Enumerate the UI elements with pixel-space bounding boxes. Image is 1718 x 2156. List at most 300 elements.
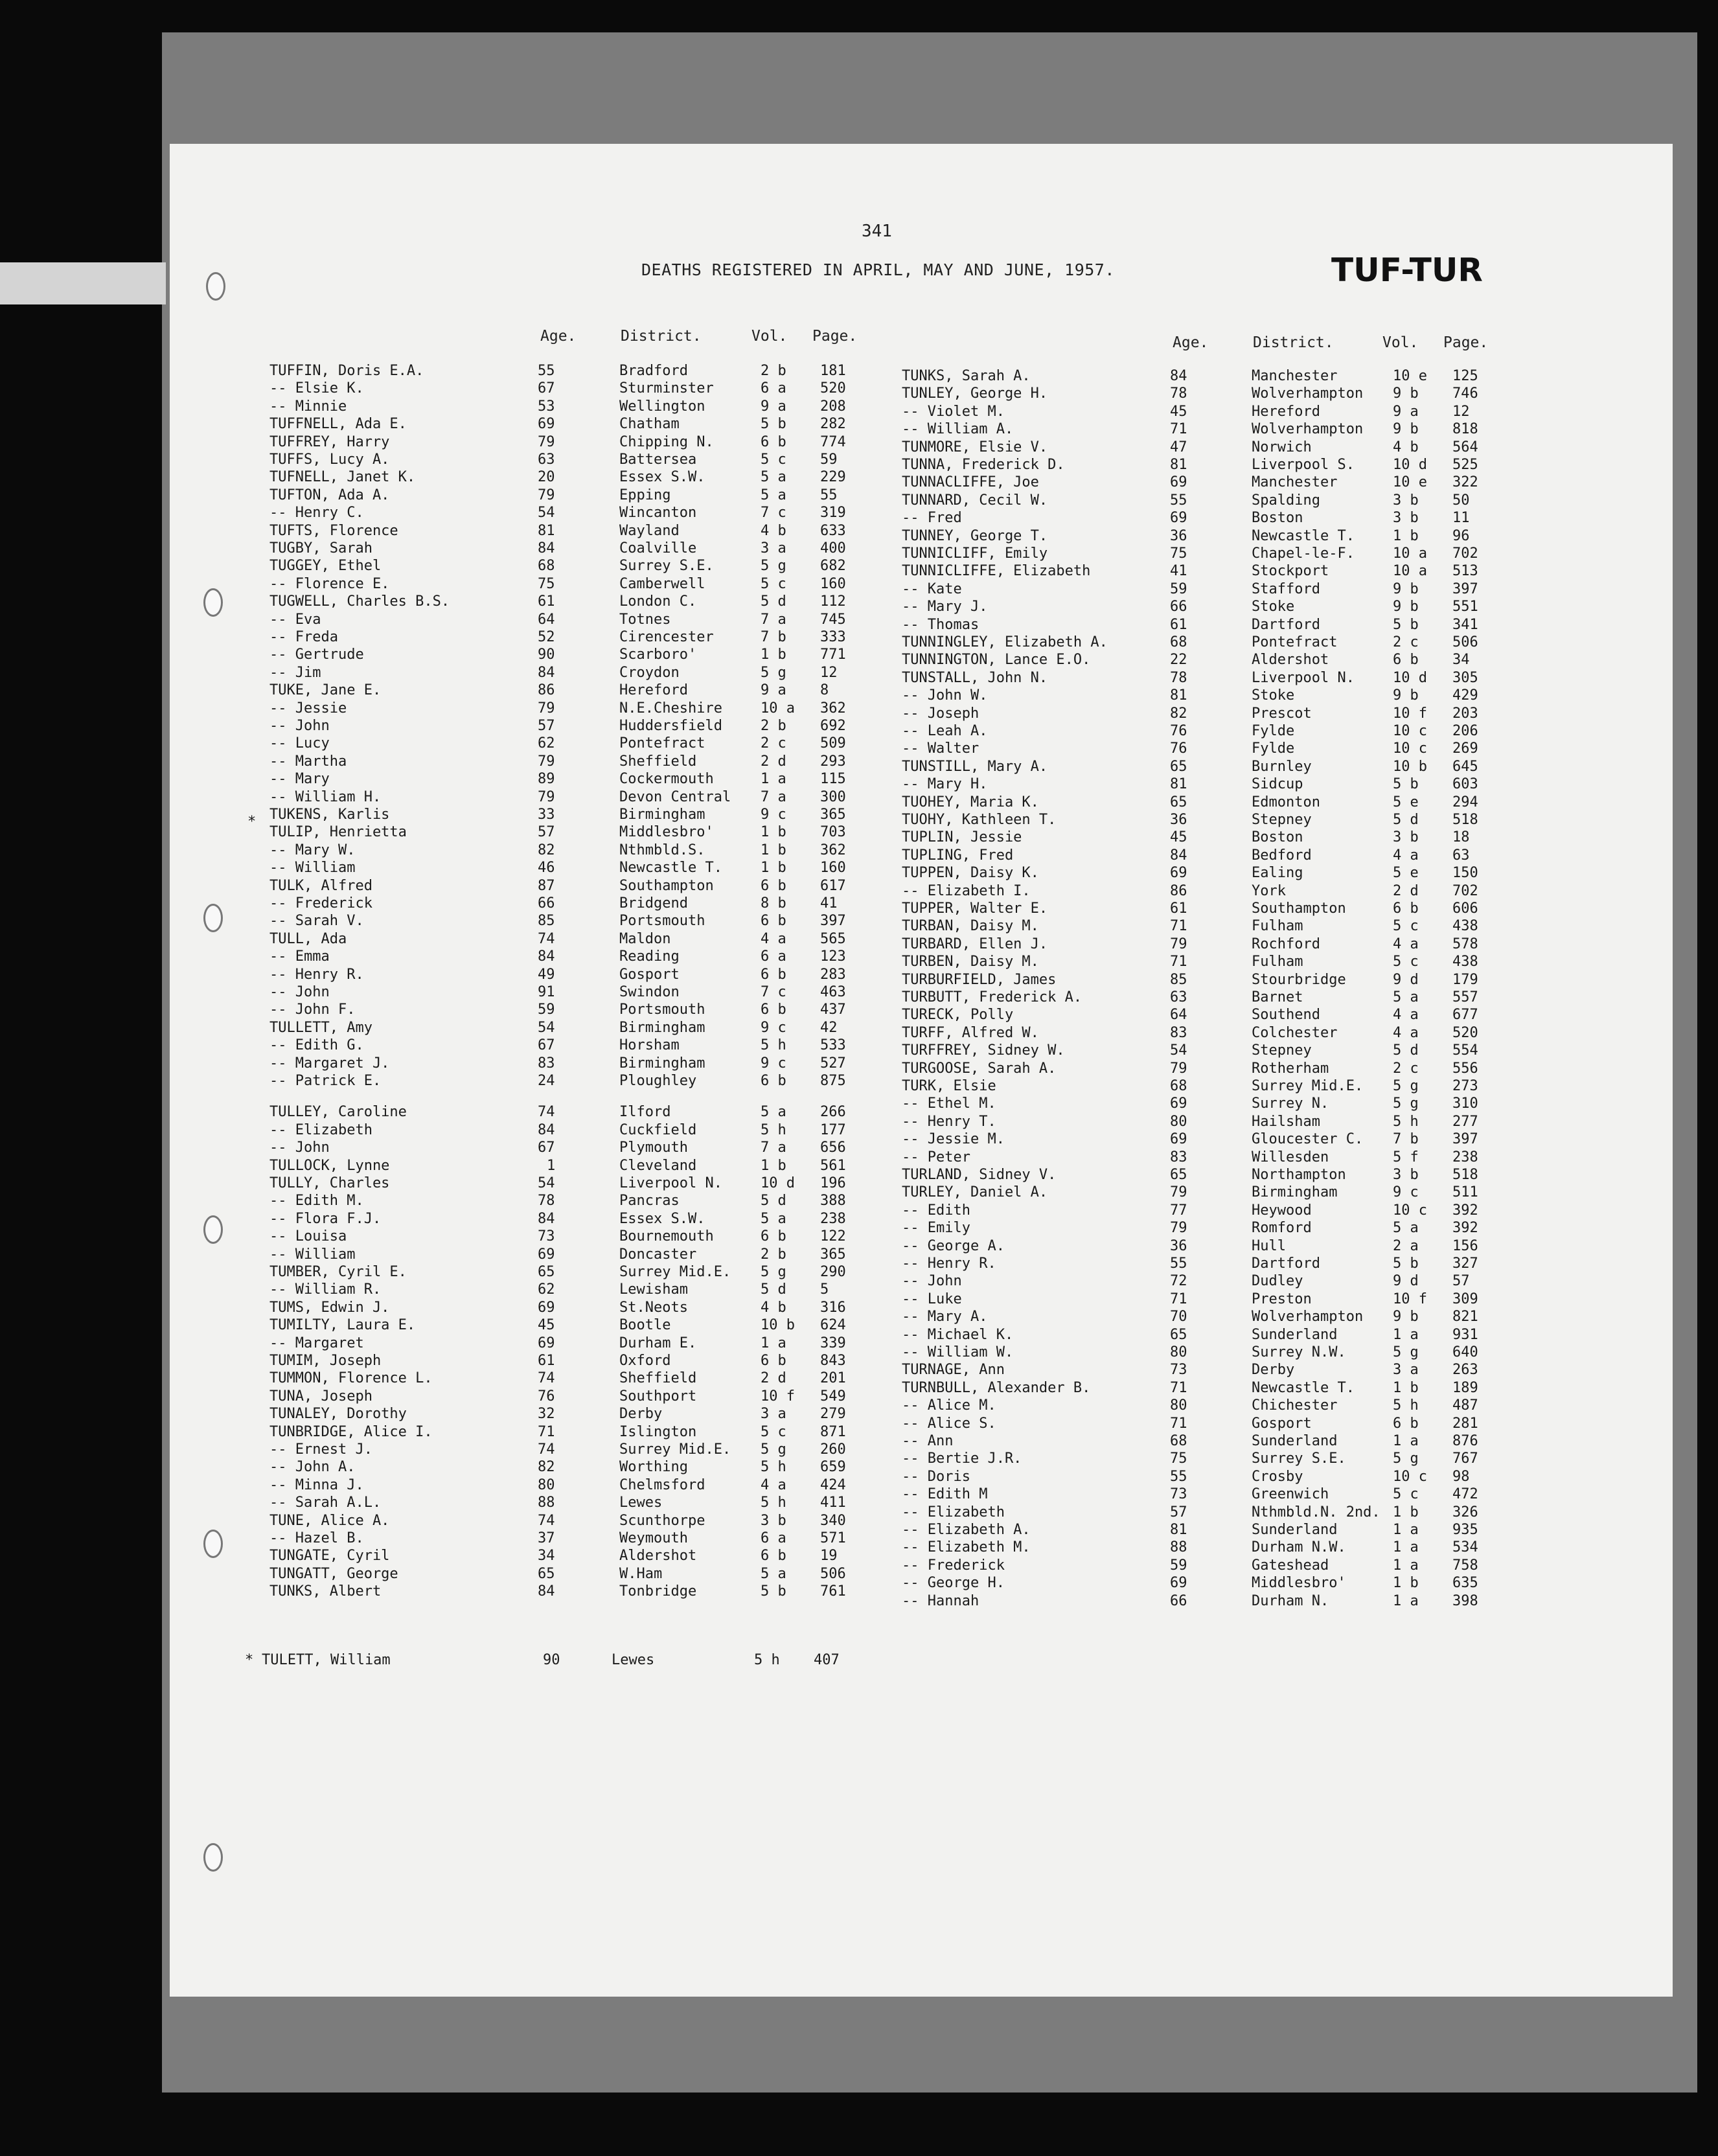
entry-district: Fulham <box>1252 954 1303 970</box>
entry-name: TURGOOSE, Sarah A. <box>902 1060 1057 1077</box>
entry-page: 238 <box>1452 1149 1478 1165</box>
entry-age: 73 <box>1170 1362 1187 1379</box>
entry-vol: 5 d <box>761 1193 786 1210</box>
entry-age: 61 <box>1170 900 1187 917</box>
entry-age: 69 <box>538 1299 555 1316</box>
entry-name: -- Alice M. <box>902 1397 996 1414</box>
entry-vol: 5 a <box>1393 989 1419 1005</box>
entry-age: 65 <box>1170 1167 1187 1183</box>
entry-district: York <box>1252 882 1286 899</box>
entry-page: 362 <box>820 700 846 717</box>
entry-name: TUFTON, Ada A. <box>269 487 390 503</box>
entry-name: TURFF, Alfred W. <box>902 1024 1039 1041</box>
entry-district: Essex S.W. <box>619 1210 705 1227</box>
entry-page: 875 <box>820 1073 846 1089</box>
entry-vol: 5 b <box>1393 616 1419 633</box>
entry-district: Coalville <box>619 540 697 556</box>
entry-district: Gloucester C. <box>1252 1131 1364 1148</box>
entry-page: 122 <box>820 1228 846 1245</box>
entry-name: TUPLING, Fred <box>902 847 1014 864</box>
entry-district: Heywood <box>1252 1202 1312 1219</box>
entry-district: Birmingham <box>619 1055 705 1072</box>
entry-name: -- William W. <box>902 1344 1014 1360</box>
entry-age: 41 <box>1170 563 1187 580</box>
entry-page: 115 <box>820 771 846 788</box>
entry-page: 554 <box>1452 1042 1478 1059</box>
entry-district: London C. <box>619 593 697 610</box>
entry-page: 534 <box>1452 1539 1478 1556</box>
entry-age: 1 <box>547 1157 556 1174</box>
entry-age: 88 <box>538 1495 555 1511</box>
entry-name: -- Elizabeth <box>269 1121 372 1138</box>
entry-page: 635 <box>1452 1575 1478 1592</box>
entry-district: Northampton <box>1252 1167 1346 1183</box>
entry-district: Cockermouth <box>619 771 714 788</box>
entry-name: TUNNICLIFFE, Elizabeth <box>902 563 1091 580</box>
entry-page: 692 <box>820 718 846 734</box>
entry-age: 24 <box>538 1073 555 1089</box>
entry-page: 293 <box>820 753 846 770</box>
entry-page: 463 <box>820 984 846 1000</box>
entry-name: TUKE, Jane E. <box>269 682 382 699</box>
entry-district: Sheffield <box>619 1370 697 1387</box>
entry-vol: 7 b <box>1393 1131 1419 1148</box>
entry-age: 81 <box>1170 457 1187 473</box>
entry-age: 78 <box>1170 385 1187 402</box>
entry-page: 283 <box>820 966 846 983</box>
entry-age: 74 <box>538 1370 555 1387</box>
page-number: 341 <box>862 222 892 241</box>
entry-vol: 4 a <box>1393 1007 1419 1024</box>
entry-vol: 10 d <box>1393 669 1427 686</box>
entry-name: TULLY, Charles <box>269 1175 390 1191</box>
entry-age: 65 <box>1170 1326 1187 1343</box>
entry-vol: 6 b <box>761 877 786 894</box>
entry-name: -- Sarah A.L. <box>269 1495 382 1511</box>
entry-vol: 6 b <box>761 913 786 930</box>
entry-page: 745 <box>820 611 846 628</box>
entry-district: Manchester <box>1252 474 1338 491</box>
entry-district: Totnes <box>619 611 671 628</box>
entry-district: Southend <box>1252 1007 1320 1024</box>
entry-age: 84 <box>538 540 555 556</box>
entry-name: TURBURFIELD, James <box>902 971 1057 988</box>
entry-district: Fulham <box>1252 918 1303 935</box>
entry-age: 37 <box>538 1530 555 1546</box>
entry-page: 771 <box>820 647 846 663</box>
entry-vol: 1 b <box>1393 1575 1419 1592</box>
entry-name: TUPPER, Walter E. <box>902 900 1048 917</box>
entry-name: -- Louisa <box>269 1228 347 1245</box>
entry-age: 65 <box>538 1264 555 1280</box>
entry-age: 67 <box>538 380 555 397</box>
entry-name: TURBAN, Daisy M. <box>902 918 1039 935</box>
entry-district: Wayland <box>619 522 680 539</box>
entry-vol: 5 e <box>1393 794 1419 810</box>
entry-name: TUFTS, Florence <box>269 522 398 539</box>
entry-name: TUNLEY, George H. <box>902 385 1048 402</box>
entry-age: 82 <box>1170 705 1187 722</box>
entry-vol: 6 b <box>1393 652 1419 669</box>
entry-district: Surrey Mid.E. <box>1252 1078 1364 1094</box>
entry-page: 327 <box>1452 1256 1478 1272</box>
entry-page: 821 <box>1452 1309 1478 1325</box>
entry-district: Chipping N. <box>619 433 714 450</box>
entry-page: 617 <box>820 877 846 894</box>
entry-age: 90 <box>543 1652 560 1668</box>
entry-name: -- William H. <box>269 788 382 805</box>
entry-vol: 6 a <box>761 380 786 397</box>
entry-age: 47 <box>1170 439 1187 455</box>
entry-district: Surrey S.E. <box>619 558 714 575</box>
entry-age: 79 <box>1170 935 1187 952</box>
entry-vol: 1 b <box>761 842 786 858</box>
entry-name: TUNNARD, Cecil W. <box>902 492 1048 509</box>
entry-page: 322 <box>1452 474 1478 491</box>
entry-page: 931 <box>1452 1326 1478 1343</box>
entry-name: TURLAND, Sidney V. <box>902 1167 1057 1183</box>
entry-page: 525 <box>1452 457 1478 473</box>
binder-hole-4 <box>203 1215 223 1244</box>
entry-vol: 3 b <box>1393 1167 1419 1183</box>
entry-vol: 9 b <box>1393 599 1419 615</box>
entry-name: TUPPEN, Daisy K. <box>902 865 1039 882</box>
entry-district: Surrey Mid.E. <box>619 1441 731 1458</box>
entry-name: TUFFIN, Doris E.A. <box>269 363 424 379</box>
entry-age: 54 <box>1170 1042 1187 1059</box>
entry-name: -- Doris <box>902 1468 970 1485</box>
entry-district: Islington <box>619 1423 697 1440</box>
entry-age: 91 <box>538 984 555 1000</box>
entry-district: Tonbridge <box>619 1583 697 1600</box>
entry-name: TURBEN, Daisy M. <box>902 954 1039 970</box>
binder-hole-3 <box>203 904 223 932</box>
entry-age: 67 <box>538 1037 555 1054</box>
entry-name: TURK, Elsie <box>902 1078 996 1094</box>
entry-age: 57 <box>1170 1504 1187 1520</box>
entry-page: 229 <box>820 469 846 486</box>
entry-vol: 6 b <box>761 1228 786 1245</box>
entry-age: 52 <box>538 629 555 645</box>
entry-district: Birmingham <box>1252 1184 1338 1201</box>
entry-vol: 6 b <box>761 966 786 983</box>
entry-name: -- Emma <box>269 948 330 965</box>
entry-vol: 9 a <box>761 682 786 699</box>
entry-page: 843 <box>820 1353 846 1369</box>
entry-age: 64 <box>1170 1007 1187 1024</box>
entry-age: 81 <box>1170 687 1187 704</box>
entry-page: 34 <box>1452 652 1470 669</box>
entry-vol: 6 b <box>761 1353 786 1369</box>
entry-district: Stepney <box>1252 1042 1312 1059</box>
entry-name: -- Eva <box>269 611 321 628</box>
entry-page: 659 <box>820 1459 846 1476</box>
entry-page: 624 <box>820 1317 846 1334</box>
entry-age: 90 <box>538 647 555 663</box>
entry-district: Durham N.W. <box>1252 1539 1346 1556</box>
entry-vol: 5 b <box>761 1583 786 1600</box>
entry-age: 80 <box>538 1476 555 1493</box>
entry-page: 407 <box>814 1652 840 1668</box>
entry-page: 758 <box>1452 1557 1478 1574</box>
entry-page: 18 <box>1452 829 1470 846</box>
entry-page: 41 <box>820 895 838 912</box>
entry-age: 70 <box>1170 1309 1187 1325</box>
entry-age: 62 <box>538 735 555 752</box>
header-age-right: Age. <box>1173 334 1209 351</box>
entry-district: Epping <box>619 487 671 503</box>
entry-name: -- Ann <box>902 1433 954 1449</box>
entry-age: 83 <box>1170 1149 1187 1165</box>
entry-district: Colchester <box>1252 1024 1338 1041</box>
entry-page: 392 <box>1452 1202 1478 1219</box>
tukens-asterisk <box>247 814 260 831</box>
entry-vol: 5 g <box>1393 1078 1419 1094</box>
entry-page: 506 <box>1452 634 1478 650</box>
entry-page: 656 <box>820 1140 846 1156</box>
entry-name: -- Edith <box>902 1202 970 1219</box>
entry-district: Bedford <box>1252 847 1312 864</box>
entry-page: 682 <box>820 558 846 575</box>
entry-name: TUMMON, Florence L. <box>269 1370 433 1387</box>
entry-vol: 1 b <box>761 1157 786 1174</box>
entry-district: Gateshead <box>1252 1557 1329 1574</box>
entry-page: 703 <box>820 824 846 841</box>
entry-page: 551 <box>1452 599 1478 615</box>
entry-district: Derby <box>1252 1362 1295 1379</box>
entry-age: 69 <box>538 1335 555 1351</box>
entry-name: -- Edith G. <box>269 1037 364 1054</box>
entry-vol: 10 c <box>1393 740 1427 757</box>
entry-age: 69 <box>1170 865 1187 882</box>
entry-age: 79 <box>538 700 555 717</box>
entry-page: 633 <box>820 522 846 539</box>
entry-district: Sidcup <box>1252 776 1303 793</box>
entry-vol: 1 a <box>1393 1592 1419 1609</box>
entry-district: Sturminster <box>619 380 714 397</box>
entry-name: -- Florence E. <box>269 575 390 592</box>
entry-vol: 1 b <box>1393 527 1419 544</box>
entry-vol: 9 b <box>1393 580 1419 597</box>
entry-vol: 5 g <box>1393 1344 1419 1360</box>
entry-name: -- Michael K. <box>902 1326 1014 1343</box>
entry-age: 74 <box>538 1104 555 1121</box>
entry-district: Stockport <box>1252 563 1329 580</box>
entry-age: 72 <box>1170 1273 1187 1290</box>
entry-page: 282 <box>820 416 846 433</box>
entry-district: Camberwell <box>619 575 705 592</box>
entry-age: 61 <box>538 593 555 610</box>
entry-vol: 5 e <box>1393 865 1419 882</box>
entry-page: 123 <box>820 948 846 965</box>
entry-vol: 7 b <box>761 629 786 645</box>
entry-age: 45 <box>1170 403 1187 420</box>
entry-name: -- Elizabeth M. <box>902 1539 1031 1556</box>
entry-vol: 4 a <box>1393 847 1419 864</box>
entry-district: Lewes <box>612 1652 655 1668</box>
entry-district: N.E.Cheshire <box>619 700 722 717</box>
entry-district: Bootle <box>619 1317 671 1334</box>
entry-district: Hull <box>1252 1237 1286 1254</box>
entry-name: -- Gertrude <box>269 647 364 663</box>
entry-district: Hereford <box>619 682 688 699</box>
entry-name: -- Hannah <box>902 1592 979 1609</box>
entry-age: 66 <box>1170 1592 1187 1609</box>
entry-vol: 10 a <box>761 700 795 717</box>
entry-age: 71 <box>1170 1415 1187 1432</box>
entry-district: Newcastle T. <box>619 860 722 877</box>
entry-vol: 5 h <box>761 1121 786 1138</box>
entry-district: Stourbridge <box>1252 971 1346 988</box>
entry-district: Derby <box>619 1406 663 1423</box>
entry-name: TULIP, Henrietta <box>269 824 407 841</box>
entry-vol: 6 b <box>1393 900 1419 917</box>
header-page-left: Page. <box>812 328 858 345</box>
entry-name: TULLOCK, Lynne <box>269 1157 390 1174</box>
entry-page: 774 <box>820 433 846 450</box>
entry-page: 578 <box>1452 935 1478 952</box>
entry-vol: 10 a <box>1393 563 1427 580</box>
entry-district: Newcastle T. <box>1252 527 1355 544</box>
entry-page: 55 <box>820 487 838 503</box>
entry-page: 333 <box>820 629 846 645</box>
entry-vol: 9 d <box>1393 971 1419 988</box>
entry-page: 281 <box>1452 1415 1478 1432</box>
entry-age: 66 <box>538 895 555 912</box>
entry-name: TUNBRIDGE, Alice I. <box>269 1423 433 1440</box>
entry-age: 74 <box>538 930 555 947</box>
binder-hole-5 <box>203 1530 223 1558</box>
entry-district: Hereford <box>1252 403 1320 420</box>
entry-page: 177 <box>820 1121 846 1138</box>
entry-name: TUGWELL, Charles B.S. <box>269 593 450 610</box>
entry-vol: 10 d <box>1393 457 1427 473</box>
entry-vol: 5 h <box>761 1037 786 1054</box>
entry-vol: 9 c <box>761 1019 786 1036</box>
entry-page: 818 <box>1452 421 1478 438</box>
asterisk-mark: * <box>247 814 257 830</box>
entry-age: 55 <box>538 363 555 379</box>
entry-age: 69 <box>1170 1131 1187 1148</box>
entry-name: TUFFNELL, Ada E. <box>269 416 407 433</box>
entry-name: TUNNEY, George T. <box>902 527 1048 544</box>
entry-vol: 2 d <box>761 1370 786 1387</box>
entry-age: 46 <box>538 860 555 877</box>
entry-age: 63 <box>1170 989 1187 1005</box>
entry-vol: 5 c <box>761 452 786 468</box>
entry-age: 54 <box>538 505 555 522</box>
entry-age: 33 <box>538 807 555 823</box>
entry-district: Scunthorpe <box>619 1512 705 1529</box>
entry-vol: 9 c <box>761 807 786 823</box>
entry-name: TUNKS, Albert <box>269 1583 382 1600</box>
entry-age: 59 <box>1170 1557 1187 1574</box>
entry-district: Fylde <box>1252 740 1295 757</box>
entry-district: Manchester <box>1252 368 1338 384</box>
entry-page: 761 <box>820 1583 846 1600</box>
entry-name: TUNALEY, Dorothy <box>269 1406 407 1423</box>
entry-vol: 9 b <box>1393 1309 1419 1325</box>
entry-age: 82 <box>538 1459 555 1476</box>
entry-page: 437 <box>820 1002 846 1018</box>
entry-page: 362 <box>820 842 846 858</box>
entry-age: 83 <box>538 1055 555 1072</box>
entry-age: 88 <box>1170 1539 1187 1556</box>
entry-district: Cirencester <box>619 629 714 645</box>
entry-district: Rotherham <box>1252 1060 1329 1077</box>
entry-age: 69 <box>538 416 555 433</box>
entry-name: TULK, Alfred <box>269 877 372 894</box>
entry-district: Greenwich <box>1252 1486 1329 1503</box>
entry-vol: 5 c <box>1393 954 1419 970</box>
entry-district: Southampton <box>1252 900 1346 917</box>
entry-age: 63 <box>538 452 555 468</box>
entry-page: 19 <box>820 1548 838 1565</box>
entry-district: Surrey N.W. <box>1252 1344 1346 1360</box>
entry-vol: 4 b <box>761 1299 786 1316</box>
entry-age: 71 <box>1170 1379 1187 1396</box>
entry-page: 260 <box>820 1441 846 1458</box>
entry-age: 49 <box>538 966 555 983</box>
entry-page: 424 <box>820 1476 846 1493</box>
adjacent-page-edge <box>0 262 166 304</box>
entry-page: 340 <box>820 1512 846 1529</box>
page-heading: DEATHS REGISTERED IN APRIL, MAY AND JUNE, 1957. <box>641 260 1115 279</box>
entry-page: 150 <box>1452 865 1478 882</box>
entry-vol: 5 b <box>1393 1256 1419 1272</box>
entry-age: 79 <box>1170 1184 1187 1201</box>
entry-age: 71 <box>538 1423 555 1440</box>
entry-vol: 10 f <box>1393 705 1427 722</box>
entry-district: Wolverhampton <box>1252 421 1364 438</box>
entry-vol: 10 c <box>1393 1468 1427 1485</box>
entry-age: 89 <box>538 771 555 788</box>
header-district-left: District. <box>621 328 702 345</box>
entry-vol: 6 b <box>1393 1415 1419 1432</box>
entry-name: -- Edith M. <box>269 1193 364 1210</box>
entry-district: Bridgend <box>619 895 688 912</box>
entry-name: -- Emily <box>902 1220 970 1237</box>
entry-page: 392 <box>1452 1220 1478 1237</box>
entry-name: -- Margaret J. <box>269 1055 390 1072</box>
entry-district: Oxford <box>619 1353 671 1369</box>
entry-district: Cuckfield <box>619 1121 697 1138</box>
entry-district: Portsmouth <box>619 913 705 930</box>
entry-vol: 3 b <box>761 1512 786 1529</box>
entry-page: 549 <box>820 1388 846 1405</box>
entry-name: TULLETT, Amy <box>269 1019 372 1036</box>
entry-district: Liverpool N. <box>1252 669 1355 686</box>
entry-district: Surrey S.E. <box>1252 1451 1346 1467</box>
entry-age: 69 <box>1170 1095 1187 1112</box>
entry-name: TURNAGE, Ann <box>902 1362 1005 1379</box>
entry-age: 20 <box>538 469 555 486</box>
entry-district: Crosby <box>1252 1468 1303 1485</box>
entry-page: 533 <box>820 1037 846 1054</box>
entry-age: 61 <box>538 1353 555 1369</box>
entry-name: -- Ernest J. <box>269 1441 372 1458</box>
entry-name: -- Joseph <box>902 705 979 722</box>
entry-age: 78 <box>1170 669 1187 686</box>
entry-vol: 4 b <box>1393 439 1419 455</box>
entry-page: 263 <box>1452 1362 1478 1379</box>
entry-name: -- Mary J. <box>902 599 988 615</box>
entry-vol: 9 b <box>1393 421 1419 438</box>
entry-district: Gosport <box>1252 1415 1312 1432</box>
entry-name: TUNMORE, Elsie V. <box>902 439 1048 455</box>
entry-page: 12 <box>820 664 838 681</box>
entry-age: 74 <box>538 1512 555 1529</box>
